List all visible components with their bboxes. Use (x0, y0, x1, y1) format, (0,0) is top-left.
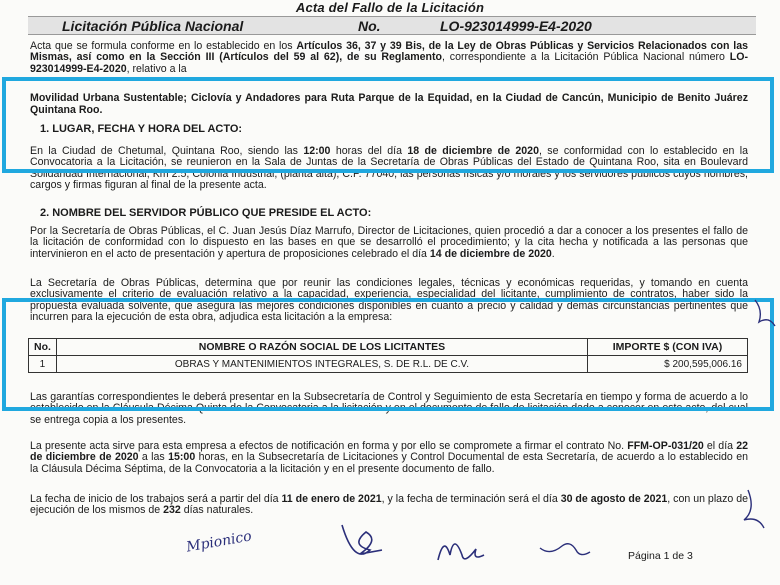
table-cell-no: 1 (29, 356, 57, 373)
signature-4 (540, 544, 590, 555)
notificacion-text-3: a las (138, 451, 169, 464)
intro-text-3: , relativo a la (126, 62, 187, 75)
section-1-heading: 1. LUGAR, FECHA Y HORA DEL ACTO: (40, 123, 243, 135)
end-date: 30 de agosto de 2021 (560, 493, 668, 505)
licitacion-number: LO-923014999-E4-2020 (440, 18, 592, 34)
fechas-text-1: La fecha de inicio de los trabajos será a partir del día (30, 493, 282, 505)
obra-description: Movilidad Urbana Sustentable; Ciclovía y Andadores para Ruta Parque de la Equidad, en la Ciudad de Cancún, Municipio de Benito Juárez Quintana Roo. (30, 92, 748, 116)
intro-articles: Artículos 36, 37 y 39 Bis, de la Ley de Obras Públicas y Servicios Relacionados con las Mismas, así como en la Sección III (Artículos del 59 al 62), de su Reglamento (30, 40, 748, 64)
intro-lic-number: LO-923014999-E4-2020 (30, 51, 748, 75)
section-2-text-2: . (551, 247, 555, 260)
signature-1: Mpionico (185, 528, 253, 556)
intro-text-2: , correspondiente a la Licitación Pública Nacional número (442, 51, 730, 64)
section-2-date: 14 de diciembre de 2020 (429, 247, 552, 260)
table-cell-name: OBRAS Y MANTENIMIENTOS INTEGRALES, S. DE R.L. DE C.V. (56, 356, 587, 373)
signature-3 (438, 544, 484, 560)
section-1-text-2: horas del día (330, 145, 408, 157)
intro-text-1: Acta que se formula conforme en lo establecido en los (30, 40, 297, 52)
document-title: Acta del Fallo de la Licitación (295, 0, 485, 15)
notificacion-text-1: La presente acta sirve para esta empresa a efectos de notificación en forma y por ello se compromete a firmar el contrato No. (30, 440, 628, 452)
table-header-amount: IMPORTE $ (CON IVA) (588, 339, 748, 356)
fechas-text-3: , con un plazo de ejecución de los mismos de (30, 493, 748, 517)
section-1-hour: 12:00 (303, 145, 331, 157)
margin-mark-1 (755, 300, 775, 326)
table-cell-amount: $ 200,595,006.16 (588, 356, 748, 373)
section-1-date: 18 de diciembre de 2020 (407, 145, 539, 157)
section-2-text-1: Por la Secretaría de Obras Públicas, el C. Juan Jesús Díaz Marrufo, Director de Licitaciones, quien procedió a dar a conocer a los presentes el fallo de la licitación de conformidad con lo dispuesto en las bases en que se desarrolló el procedimiento; y la cita hecha y notificada a las personas que intervinieron en el acto de presentación y apertura de proposiciones celebrado el día (30, 225, 748, 260)
notificacion-text-4: horas, en la Subsecretaría de Licitaciones y Control Documental de esta Secretaría, de acuerdo a lo establecido en la Cláusula Décima Séptima, de la Convocatoria a la licitación y en el presente documento de fallo. (30, 451, 748, 475)
page-number: Página 1 de 3 (628, 550, 693, 562)
margin-mark-2 (744, 490, 764, 528)
licitacion-no-label: No. (358, 18, 381, 34)
start-date: 11 de enero de 2021 (281, 493, 382, 505)
section-1-text-1: En la Ciudad de Chetumal, Quintana Roo, siendo las (30, 145, 304, 157)
plazo-days: 232 (163, 504, 181, 517)
table-header-name: NOMBRE O RAZÓN SOCIAL DE LOS LICITANTES (56, 339, 587, 356)
notificacion-text-2: el día (703, 440, 737, 452)
garantias-paragraph: Las garantías correspondientes le deberá presentar en la Subsecretaría de Control y Seguimiento de esta Secretaría en tiempo y forma de acuerdo a lo establecido en la Cláusula Décima Quinta de la Convocatoria a la licitación y en el documento de fallo de licitación dado a conocer en este acto, del cual se entrega copia a los presentes. (30, 391, 748, 426)
fechas-text-2: , y la fecha de terminación será el día (381, 493, 561, 505)
contract-hour: 15:00 (168, 451, 196, 464)
section-1-text-3: , se conformidad con lo establecido en la Convocatoria a la Licitación, se reunieron en la Sala de Juntas de la Secretaría de Obras Públicas del Estado de Quintana Roo, sita en Boulevard Solidaridad Internacional, Km 2.5, Colonia Industrial, (planta alta), C.P. 77040, las personas físicas y/o morales y los servidores públicos cuyos nombres, cargos y firmas figuran al final de la presente acta. (30, 145, 748, 192)
licitacion-label: Licitación Pública Nacional (62, 18, 244, 34)
table-header-no: No. (29, 339, 57, 356)
fechas-text-4: días naturales. (180, 504, 254, 517)
signature-2 (342, 525, 382, 554)
adjudica-paragraph: La Secretaría de Obras Públicas, determina que por reunir las condiciones legales, técnicas y económicas requeridas, y tomando en cuenta exclusivamente el criterio de evaluación relativo a la capacidad, experiencia, especialidad del licitante, cumplimiento de contratos, haber sido la propuesta evaluada solvente, que asegura las mejores condiciones disponibles en cuanto a precio y calidad y demás circunstancias pertinentes que incurren para la ejecución de esta obra, adjudica esta licitación a la empresa: (30, 277, 748, 324)
section-2-heading: 2. NOMBRE DEL SERVIDOR PÚBLICO QUE PRESIDE EL ACTO: (40, 207, 372, 219)
contract-date: 22 de diciembre de 2020 (30, 440, 748, 464)
contract-number: FFM-OP-031/20 (627, 440, 704, 452)
